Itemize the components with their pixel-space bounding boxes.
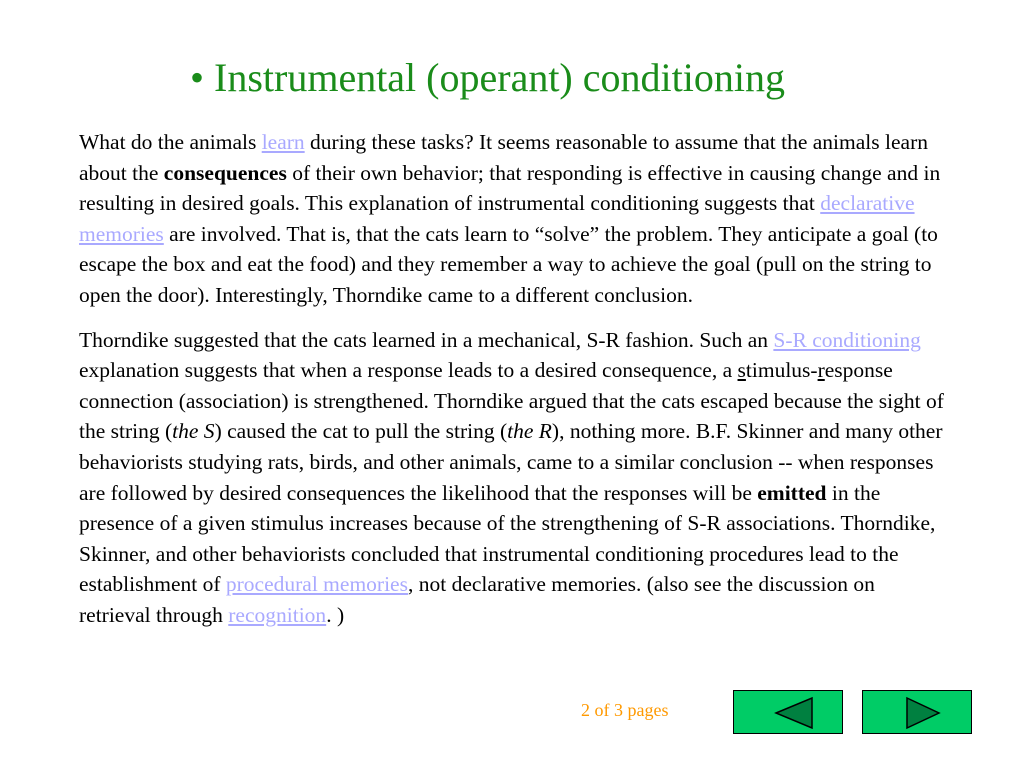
body-text bbox=[79, 127, 949, 631]
emitted-bold: emitted bbox=[757, 480, 827, 505]
underlined-s: s bbox=[737, 358, 746, 383]
text-segment: Thorndike suggested that the cats learned in a mechanical, S-R fashion. Such an bbox=[79, 327, 774, 352]
text-segment: ), nothing more. B.F. Skinner and many other behaviorists studying rats, birds, and other animals, came to a similar conclusion -- when responses are followed by desired consequences the likelihood that the responses will be bbox=[79, 419, 943, 505]
paragraph-1 bbox=[79, 127, 949, 311]
underlined-r: r bbox=[817, 358, 825, 383]
previous-page-button[interactable] bbox=[733, 690, 843, 734]
declarative-memories-link[interactable]: declarative memories bbox=[79, 191, 915, 246]
recognition-link[interactable]: recognition bbox=[228, 602, 327, 627]
text-segment: of their own behavior; that responding is effective in causing change and in resulting in desired goals. This explanation of instrumental conditioning suggests that bbox=[79, 160, 941, 216]
consequences-bold: consequences bbox=[163, 160, 287, 185]
text-segment: ) caused the cat to pull the string ( bbox=[214, 419, 508, 444]
text-segment: are involved. That is, that the cats learn to “solve” the problem. They anticipate a goal (to escape the box and eat the food) and they remember a way to achieve the goal (pull on the string to open the door). Interestingly, Thorndike came to a different conclusion. bbox=[79, 221, 938, 307]
learn-link[interactable]: learn bbox=[261, 130, 305, 154]
text-segment: explanation suggests that when a response leads to a desired consequence, a bbox=[79, 358, 738, 383]
text-segment: . ) bbox=[326, 602, 345, 627]
next-page-button[interactable] bbox=[862, 690, 972, 734]
text-segment: esponse connection (association) is strengthened. Thorndike argued that the cats escaped because the sight of the string ( bbox=[79, 358, 944, 444]
italic-the-s: the S bbox=[172, 419, 215, 444]
text-segment: What do the animals bbox=[79, 130, 262, 154]
sr-conditioning-link[interactable]: S-R conditioning bbox=[773, 327, 921, 352]
italic-the-r: the R bbox=[507, 419, 552, 444]
slide-title: • Instrumental (operant) conditioning bbox=[190, 55, 785, 100]
procedural-memories-link[interactable]: procedural memories bbox=[225, 572, 408, 597]
paragraph-2 bbox=[79, 325, 949, 631]
text-segment: timulus- bbox=[745, 358, 818, 383]
text-segment: during these tasks? It seems reasonable to assume that the animals learn about the bbox=[79, 130, 928, 185]
triangle-right-icon bbox=[863, 691, 973, 735]
triangle-left-icon bbox=[734, 691, 844, 735]
page-indicator: 2 of 3 pages bbox=[581, 700, 669, 720]
text-segment: in the presence of a given stimulus increases because of the strengthening of S-R associations. Thorndike, Skinner, and other behaviorists concluded that instrumental conditioning procedures lead to the establishment of bbox=[79, 480, 936, 597]
text-segment: , not declarative memories. (also see the discussion on retrieval through bbox=[79, 572, 875, 627]
